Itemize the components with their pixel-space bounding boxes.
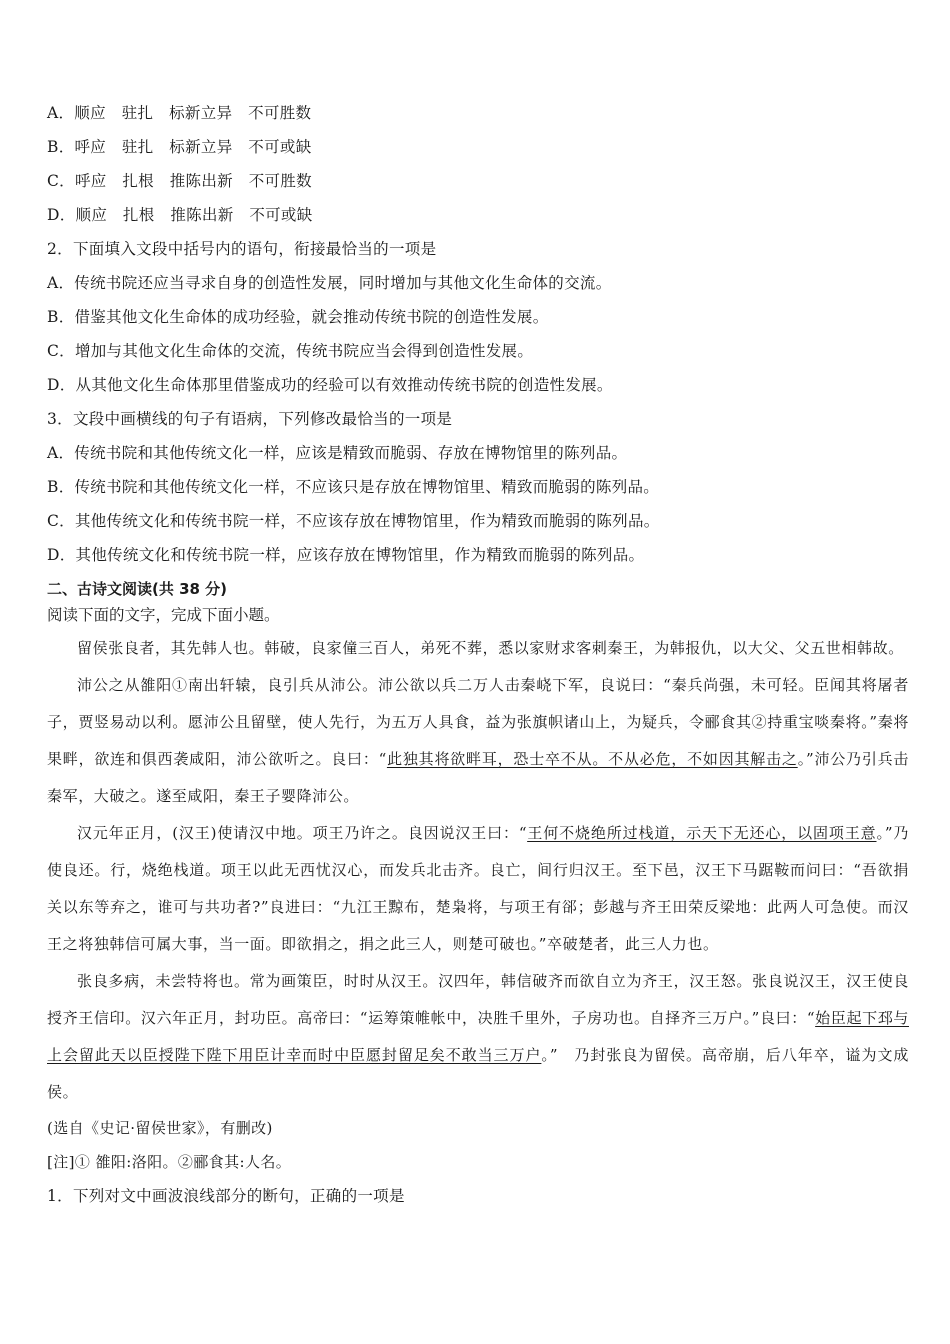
q1-option-d: D．顺应 扎根 推陈出新 不可或缺 [47,206,313,224]
underlined-sentence: 王何不烧绝所过栈道，示天下无还心，以固项王意 [527,824,877,842]
q3-option-b: B．传统书院和其他传统文化一样，不应该只是存放在博物馆里、精致而脆弱的陈列品。 [47,478,660,496]
passage-text: 。”乃使良还。行，烧绝栈道。项王以此无西忧汉心，而发兵北击齐。良亡，间行归汉王。至下邑，汉王下马踞鞍而问曰：“吾欲捐关以东等弃之，谁可与共功者?”良进曰：“九江王黥布，楚枭将，与项王有郤；彭越与齐王田荣反梁地：此两人可急使。而汉王之将独韩信可属大事，当一面。即欲捐之，捐之此三人，则楚可破也。”卒破楚者，此三人力也。 [47,824,910,953]
passage-text: 留侯张良者，其先韩人也。韩破，良家僮三百人，弟死不葬，悉以家财求客刺秦王，为韩报仇，以大父、父五世相韩故。 [77,639,904,657]
wavy-underlined-sentence: 始臣起下邳与上会留此天以臣授陛下陛下用臣计幸而时中臣愿封留足矣不敢当三万户 [47,1009,909,1064]
q1-option-c: C．呼应 扎根 推陈出新 不可胜数 [47,172,312,190]
passage-text: 。” 乃封张良为留侯。高帝崩，后八年卒，谥为文成侯。 [47,1046,909,1101]
passage-notes: [注]① 雒阳:洛阳。②郦食其:人名。 [47,1153,292,1171]
section-heading: 二、古诗文阅读(共 38 分) [47,580,228,598]
q3-option-a: A．传统书院和其他传统文化一样，应该是精致而脆弱、存放在博物馆里的陈列品。 [47,444,628,462]
q2-stem: 2．下面填入文段中括号内的语句，衔接最恰当的一项是 [47,240,437,258]
q3-option-c: C．其他传统文化和传统书院一样，不应该存放在博物馆里，作为精致而脆弱的陈列品。 [47,512,660,530]
underlined-sentence: 此独其将欲畔耳，恐士卒不从。不从必危，不如因其解击之 [386,750,798,768]
passage-paragraph-2 [47,667,909,815]
q3-stem: 3．文段中画横线的句子有语病，下列修改最恰当的一项是 [47,410,453,428]
passage-text: 。”沛公乃引兵击秦军，大破之。遂至咸阳，秦王子婴降沛公。 [47,750,909,805]
q3-option-d: D．其他传统文化和传统书院一样，应该存放在博物馆里，作为精致而脆弱的陈列品。 [47,546,645,564]
passage-paragraph-3 [47,815,909,963]
passage-text: 沛公之从雒阳①南出轩辕，良引兵从沛公。沛公欲以兵二万人击秦峣下军，良说曰：“秦兵尚强，未可轻。臣闻其将屠者子，贾竖易动以利。愿沛公且留壁，使人先行，为五万人具食，益为张旗帜诸山上，为疑兵，令郦食其②持重宝啖秦将。”秦将果畔，欲连和俱西袭咸阳，沛公欲听之。良曰：“ [47,676,909,768]
passage-paragraph-4 [47,963,909,1111]
section-intro: 阅读下面的文字，完成下面小题。 [47,606,280,624]
q2-option-c: C．增加与其他文化生命体的交流，传统书院应当会得到创造性发展。 [47,342,534,360]
document-page [47,96,909,1213]
question-1-stem: 1．下列对文中画波浪线部分的断句，正确的一项是 [47,1187,405,1205]
passage-text: 汉元年正月，(汉王)使请汉中地。项王乃许之。良因说汉王曰：“ [77,824,528,842]
passage-source: (选自《史记·留侯世家》，有删改) [47,1119,273,1137]
q1-option-b: B．呼应 驻扎 标新立异 不可或缺 [47,138,312,156]
q1-option-a: A．顺应 驻扎 标新立异 不可胜数 [47,104,312,122]
q2-option-a: A．传统书院还应当寻求自身的创造性发展，同时增加与其他文化生命体的交流。 [47,274,612,292]
passage-text: 张良多病，未尝特将也。常为画策臣，时时从汉王。汉四年，韩信破齐而欲自立为齐王，汉王怒。张良说汉王，汉王使良授齐王信印。汉六年正月，封功臣。高帝曰：“运筹策帷帐中，决胜千里外，子房功也。自择齐三万户。”良曰：“ [47,972,909,1027]
q2-option-b: B．借鉴其他文化生命体的成功经验，就会推动传统书院的创造性发展。 [47,308,549,326]
classical-passage [47,630,909,1111]
passage-paragraph-1 [47,630,909,667]
q2-option-d: D．从其他文化生命体那里借鉴成功的经验可以有效推动传统书院的创造性发展。 [47,376,613,394]
